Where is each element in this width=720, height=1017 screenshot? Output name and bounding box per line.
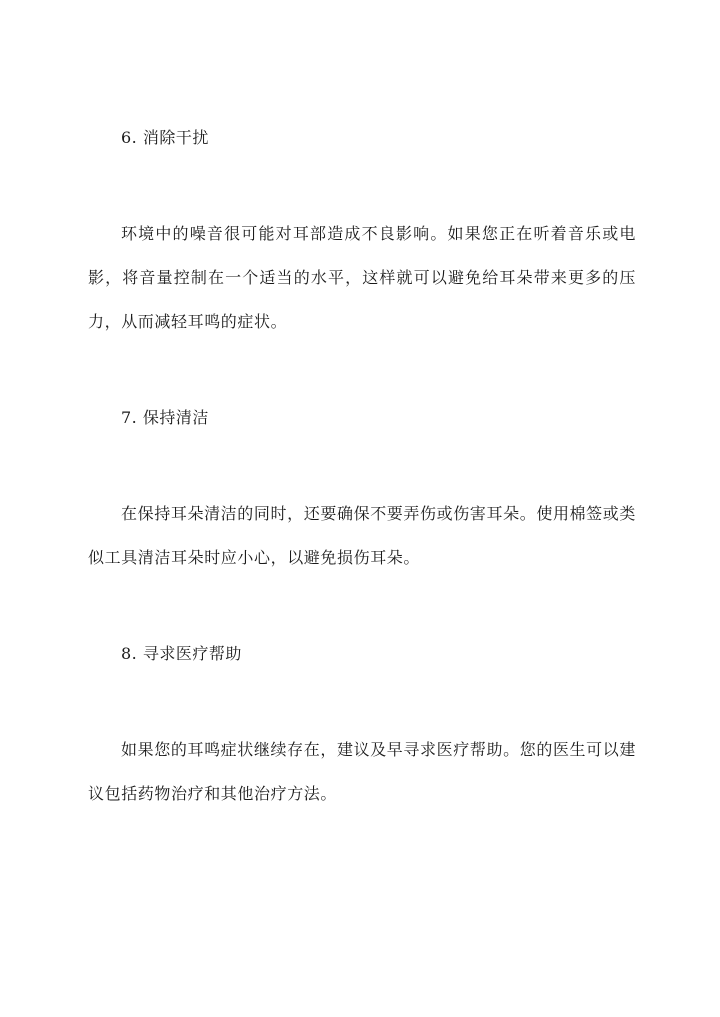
section-6-paragraph: 环境中的噪音很可能对耳部造成不良影响。如果您正在听着音乐或电影，将音量控制在一个适当的水平，这样就可以避免给耳朵带来更多的压力，从而减轻耳鸣的症状。 — [88, 224, 636, 331]
section-7-heading: 7. 保持清洁 — [121, 408, 209, 427]
section-8-paragraph: 如果您的耳鸣症状继续存在，建议及早寻求医疗帮助。您的医生可以建议包括药物治疗和其他治疗方法。 — [88, 740, 636, 803]
section-7-paragraph: 在保持耳朵清洁的同时，还要确保不要弄伤或伤害耳朵。使用棉签或类似工具清洁耳朵时应小心，以避免损伤耳朵。 — [88, 504, 636, 567]
section-8-heading: 8. 寻求医疗帮助 — [121, 644, 242, 663]
section-6-heading: 6. 消除干扰 — [121, 128, 209, 147]
